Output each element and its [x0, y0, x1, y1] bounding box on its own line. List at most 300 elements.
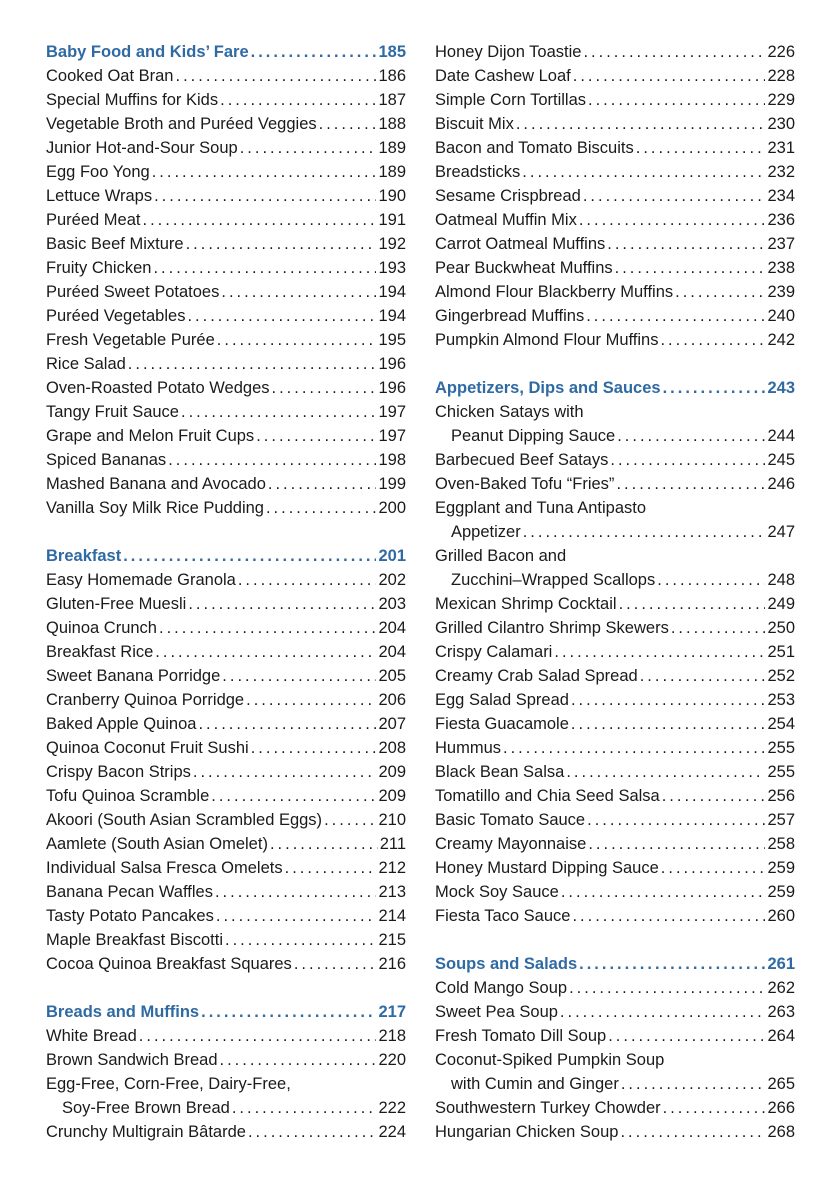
- page-number: 195: [378, 331, 406, 349]
- entry-title: Southwestern Turkey Chowder: [435, 1099, 661, 1117]
- toc-entry: [435, 448, 795, 472]
- entry-title: Grape and Melon Fruit Cups: [46, 427, 255, 445]
- dot-leader: [219, 280, 376, 304]
- toc-entry: [46, 256, 406, 280]
- page-number: 256: [767, 787, 795, 805]
- dot-leader: [220, 664, 376, 688]
- toc-entry: [46, 472, 406, 496]
- entry-title: Puréed Sweet Potatoes: [46, 283, 220, 301]
- page-number: 259: [767, 859, 795, 877]
- page-number: 264: [767, 1027, 795, 1045]
- dot-leader: [166, 448, 376, 472]
- page-number: 194: [378, 283, 406, 301]
- entry-title: Pear Buckwheat Muffins: [435, 259, 613, 277]
- entry-title: Barbecued Beef Satays: [435, 451, 609, 469]
- dot-leader: [223, 928, 376, 952]
- page-number: 222: [378, 1099, 406, 1117]
- section-spacer: [435, 352, 795, 376]
- page-number: 196: [378, 355, 406, 373]
- dot-leader: [615, 424, 765, 448]
- entry-title: Gluten-Free Muesli: [46, 595, 187, 613]
- dot-leader: [564, 760, 765, 784]
- toc-entry: [435, 160, 795, 184]
- toc-entry: [46, 568, 406, 592]
- toc-entry: [435, 1024, 795, 1048]
- entry-title: Carrot Oatmeal Muffins: [435, 235, 606, 253]
- dot-leader: [174, 64, 377, 88]
- page-number: 213: [378, 883, 406, 901]
- page-number: 192: [378, 235, 406, 253]
- page-number: 190: [378, 187, 406, 205]
- page-number: 242: [767, 331, 795, 349]
- page-number: 197: [378, 427, 406, 445]
- entry-title: Pumpkin Almond Flour Muffins: [435, 331, 659, 349]
- entry-title: Sesame Crispbread: [435, 187, 581, 205]
- dot-leader: [218, 1048, 377, 1072]
- dot-leader: [184, 232, 377, 256]
- toc-entry: [46, 304, 406, 328]
- section-title: Soups and Salads: [435, 955, 578, 973]
- section-spacer: [46, 520, 406, 544]
- entry-title: Tofu Quinoa Scramble: [46, 787, 210, 805]
- dot-leader: [581, 40, 765, 64]
- toc-entry: [435, 856, 795, 880]
- page-number: 189: [378, 139, 406, 157]
- toc-entry: [46, 448, 406, 472]
- dot-leader: [186, 592, 376, 616]
- dot-leader: [605, 232, 765, 256]
- entry-title: Oven-Roasted Potato Wedges: [46, 379, 270, 397]
- dot-leader: [249, 40, 377, 64]
- entry-title: Vanilla Soy Milk Rice Pudding: [46, 499, 264, 517]
- dot-leader: [283, 856, 377, 880]
- dot-leader: [317, 112, 377, 136]
- dot-leader: [264, 496, 377, 520]
- toc-entry: [46, 208, 406, 232]
- page-number: 199: [378, 475, 406, 493]
- toc-entry: [435, 688, 795, 712]
- toc-entry-first-line: [46, 1072, 406, 1096]
- page-number: 187: [378, 91, 406, 109]
- entry-title: Akoori (South Asian Scrambled Eggs): [46, 811, 323, 829]
- page-number: 240: [767, 307, 795, 325]
- page-number: 261: [767, 955, 795, 973]
- entry-title: Baked Apple Quinoa: [46, 715, 197, 733]
- dot-leader: [270, 376, 377, 400]
- dot-leader: [126, 352, 377, 376]
- entry-title: Fresh Tomato Dill Soup: [435, 1027, 607, 1045]
- toc-entry: [46, 184, 406, 208]
- toc-entry: [435, 64, 795, 88]
- entry-title: Spiced Bananas: [46, 451, 167, 469]
- toc-entry: [435, 280, 795, 304]
- toc-entry: [435, 568, 795, 592]
- toc-entry: [435, 712, 795, 736]
- page-number: 268: [767, 1123, 795, 1141]
- page-number: 246: [767, 475, 795, 493]
- dot-leader: [213, 880, 377, 904]
- page-number: 211: [379, 835, 406, 853]
- page-number: 214: [378, 907, 406, 925]
- entry-title: Tangy Fruit Sauce: [46, 403, 179, 421]
- dot-leader: [638, 664, 766, 688]
- dot-leader: [577, 952, 765, 976]
- entry-title: Sweet Pea Soup: [435, 1003, 558, 1021]
- section-heading: [46, 544, 406, 568]
- entry-title: Brown Sandwich Bread: [46, 1051, 218, 1069]
- toc-entry: [46, 1120, 406, 1144]
- page-number: 247: [767, 523, 795, 541]
- section-spacer: [435, 928, 795, 952]
- dot-leader: [669, 616, 766, 640]
- entry-title: Easy Homemade Granola: [46, 571, 236, 589]
- entry-title: Banana Pecan Waffles: [46, 883, 213, 901]
- toc-entry: [435, 472, 795, 496]
- dot-leader: [606, 1024, 765, 1048]
- entry-title: Cranberry Quinoa Porridge: [46, 691, 245, 709]
- dot-leader: [140, 208, 376, 232]
- dot-leader: [268, 832, 378, 856]
- dot-leader: [521, 520, 766, 544]
- toc-entry: [435, 904, 795, 928]
- toc-entry-first-line: [435, 400, 795, 424]
- entry-title: Honey Dijon Toastie: [435, 43, 582, 61]
- toc-entry-first-line: [435, 1048, 795, 1072]
- page-number: 185: [378, 43, 406, 61]
- dot-leader: [658, 328, 765, 352]
- page-number: 263: [767, 1003, 795, 1021]
- entry-title: Hummus: [435, 739, 502, 757]
- section-title: Appetizers, Dips and Sauces: [435, 379, 661, 397]
- entry-title: Zucchini–Wrapped Scallops: [451, 571, 656, 589]
- entry-title: Peanut Dipping Sauce: [451, 427, 616, 445]
- entry-title: Puréed Vegetables: [46, 307, 186, 325]
- page-number: 265: [767, 1075, 795, 1093]
- entry-title: Coconut-Spiked Pumpkin Soup: [435, 1051, 665, 1069]
- toc-entry: [435, 520, 795, 544]
- page-number: 188: [378, 115, 406, 133]
- page-number: 204: [378, 619, 406, 637]
- dot-leader: [520, 160, 765, 184]
- dot-leader: [244, 688, 376, 712]
- page-number: 191: [378, 211, 406, 229]
- entry-title: Mexican Shrimp Cocktail: [435, 595, 617, 613]
- toc-entry: [46, 64, 406, 88]
- toc-entry: [435, 184, 795, 208]
- entry-title: Mashed Banana and Avocado: [46, 475, 266, 493]
- page-number: 266: [767, 1099, 795, 1117]
- page-number: 255: [767, 763, 795, 781]
- toc-entry: [435, 88, 795, 112]
- page-number: 215: [378, 931, 406, 949]
- section-heading: [435, 376, 795, 400]
- toc-entry: [435, 232, 795, 256]
- page-number: 186: [378, 67, 406, 85]
- dot-leader: [150, 160, 377, 184]
- toc-entry: [435, 424, 795, 448]
- toc-entry: [435, 736, 795, 760]
- page-number: 253: [767, 691, 795, 709]
- entry-title: Fiesta Guacamole: [435, 715, 569, 733]
- dot-leader: [151, 256, 376, 280]
- page-number: 251: [767, 643, 795, 661]
- dot-leader: [209, 784, 376, 808]
- dot-leader: [266, 472, 377, 496]
- dot-leader: [569, 688, 766, 712]
- entry-title: Fiesta Taco Sauce: [435, 907, 571, 925]
- entry-title: Mock Soy Sauce: [435, 883, 559, 901]
- dot-leader: [501, 736, 765, 760]
- toc-entry: [46, 592, 406, 616]
- entry-title: Cold Mango Soup: [435, 979, 568, 997]
- page-number: 250: [767, 619, 795, 637]
- dot-leader: [236, 568, 377, 592]
- page-number: 232: [767, 163, 795, 181]
- entry-title: Crispy Calamari: [435, 643, 553, 661]
- toc-entry: [435, 784, 795, 808]
- entry-title: Sweet Banana Porridge: [46, 667, 221, 685]
- toc-entry: [46, 352, 406, 376]
- page-number: 200: [378, 499, 406, 517]
- toc-entry: [46, 328, 406, 352]
- toc-entry: [46, 400, 406, 424]
- page-number: 206: [378, 691, 406, 709]
- entry-title: Chicken Satays with: [435, 403, 584, 421]
- dot-leader: [322, 808, 376, 832]
- entry-title: Breakfast Rice: [46, 643, 154, 661]
- toc-entry: [435, 208, 795, 232]
- toc-entry: [435, 664, 795, 688]
- entry-title: Oven-Baked Tofu “Fries”: [435, 475, 615, 493]
- page-number: 249: [767, 595, 795, 613]
- page-number: 231: [767, 139, 795, 157]
- entry-title: Tasty Potato Pancakes: [46, 907, 214, 925]
- entry-title: Egg Salad Spread: [435, 691, 569, 709]
- page-number: 193: [378, 259, 406, 277]
- page-number: 230: [767, 115, 795, 133]
- dot-leader: [238, 136, 377, 160]
- entry-title: Crunchy Multigrain Bâtarde: [46, 1123, 246, 1141]
- dot-leader: [246, 1120, 377, 1144]
- page-number: 236: [767, 211, 795, 229]
- page-number: 198: [378, 451, 406, 469]
- entry-title: Hungarian Chicken Soup: [435, 1123, 619, 1141]
- page-number: 201: [378, 547, 406, 565]
- entry-title: Quinoa Crunch: [46, 619, 157, 637]
- page-number: 224: [378, 1123, 406, 1141]
- toc-entry: [46, 496, 406, 520]
- page-number: 248: [767, 571, 795, 589]
- toc-entry: [46, 736, 406, 760]
- dot-leader: [655, 568, 765, 592]
- entry-title: Grilled Bacon and: [435, 547, 567, 565]
- entry-title: Grilled Cilantro Shrimp Skewers: [435, 619, 669, 637]
- entry-title: Oatmeal Muffin Mix: [435, 211, 577, 229]
- toc-entry: [46, 376, 406, 400]
- toc-entry: [435, 616, 795, 640]
- toc-entry: [435, 1096, 795, 1120]
- entry-title: Lettuce Wraps: [46, 187, 153, 205]
- dot-leader: [292, 952, 377, 976]
- entry-title: Special Muffins for Kids: [46, 91, 219, 109]
- dot-leader: [191, 760, 377, 784]
- toc-entry: [46, 808, 406, 832]
- toc-entry: [435, 1000, 795, 1024]
- page-number: 252: [767, 667, 795, 685]
- entry-title: Breadsticks: [435, 163, 521, 181]
- toc-entry: [46, 784, 406, 808]
- toc-entry: [46, 1048, 406, 1072]
- toc-entry: [435, 136, 795, 160]
- entry-title: Rice Salad: [46, 355, 126, 373]
- page-number: 257: [767, 811, 795, 829]
- toc-entry: [46, 280, 406, 304]
- entry-title: Basic Tomato Sauce: [435, 811, 586, 829]
- page-number: 210: [378, 811, 406, 829]
- entry-title: Cocoa Quinoa Breakfast Squares: [46, 955, 292, 973]
- toc-entry: [435, 592, 795, 616]
- toc-entry: [46, 424, 406, 448]
- entry-title: Individual Salsa Fresca Omelets: [46, 859, 283, 877]
- dot-leader: [673, 280, 765, 304]
- page-number: 226: [767, 43, 795, 61]
- toc-entry: [435, 760, 795, 784]
- page-number: 244: [767, 427, 795, 445]
- dot-leader: [185, 304, 376, 328]
- entry-title: Egg Foo Yong: [46, 163, 150, 181]
- toc-entry: [435, 112, 795, 136]
- entry-title: Fresh Vegetable Purée: [46, 331, 215, 349]
- dot-leader: [577, 208, 766, 232]
- dot-leader: [152, 184, 376, 208]
- entry-title: Maple Breakfast Biscotti: [46, 931, 223, 949]
- toc-column-right: [435, 40, 795, 1144]
- page-number: 203: [378, 595, 406, 613]
- toc-entry: [435, 880, 795, 904]
- page-number: 217: [378, 1003, 406, 1021]
- dot-leader: [558, 1000, 766, 1024]
- toc-entry: [46, 760, 406, 784]
- entry-title: Quinoa Coconut Fruit Sushi: [46, 739, 249, 757]
- toc-entry: [435, 1072, 795, 1096]
- page-number: 196: [378, 379, 406, 397]
- toc-entry-first-line: [435, 544, 795, 568]
- toc-entry: [46, 880, 406, 904]
- page-number: 209: [378, 763, 406, 781]
- dot-leader: [571, 64, 766, 88]
- dot-leader: [157, 616, 376, 640]
- entry-title: Biscuit Mix: [435, 115, 514, 133]
- page-number: 237: [767, 235, 795, 253]
- toc-entry: [46, 664, 406, 688]
- page-number: 189: [378, 163, 406, 181]
- entry-title: Cooked Oat Bran: [46, 67, 174, 85]
- toc-entry: [435, 808, 795, 832]
- section-heading: [46, 1000, 406, 1024]
- section-spacer: [46, 976, 406, 1000]
- page-number: 220: [378, 1051, 406, 1069]
- toc-entry: [435, 256, 795, 280]
- toc-entry: [46, 616, 406, 640]
- dot-leader: [614, 472, 765, 496]
- entry-title: Bacon and Tomato Biscuits: [435, 139, 634, 157]
- page-number: 228: [767, 67, 795, 85]
- entry-title: with Cumin and Ginger: [451, 1075, 619, 1093]
- entry-title: Junior Hot-and-Sour Soup: [46, 139, 238, 157]
- page-number: 205: [378, 667, 406, 685]
- toc-entry: [46, 1096, 406, 1120]
- page-number: 202: [378, 571, 406, 589]
- dot-leader: [581, 184, 766, 208]
- page-number: 243: [767, 379, 795, 397]
- dot-leader: [570, 904, 765, 928]
- page-number: 197: [378, 403, 406, 421]
- toc-entry-first-line: [435, 496, 795, 520]
- entry-title: Aamlete (South Asian Omelet): [46, 835, 268, 853]
- entry-title: Honey Mustard Dipping Sauce: [435, 859, 659, 877]
- entry-title: Creamy Mayonnaise: [435, 835, 587, 853]
- dot-leader: [659, 856, 766, 880]
- toc-entry: [46, 688, 406, 712]
- page-number: 208: [378, 739, 406, 757]
- entry-title: Tomatillo and Chia Seed Salsa: [435, 787, 660, 805]
- toc-column-left: [46, 40, 406, 1144]
- dot-leader: [179, 400, 376, 424]
- dot-leader: [618, 1120, 765, 1144]
- section-title: Breads and Muffins: [46, 1003, 200, 1021]
- dot-leader: [619, 1072, 766, 1096]
- entry-title: Egg-Free, Corn-Free, Dairy-Free,: [46, 1075, 291, 1093]
- dot-leader: [215, 328, 377, 352]
- page-number: 204: [378, 643, 406, 661]
- toc-entry: [435, 40, 795, 64]
- dot-leader: [661, 1096, 766, 1120]
- dot-leader: [137, 1024, 377, 1048]
- section-heading: [46, 40, 406, 64]
- dot-leader: [567, 976, 765, 1000]
- dot-leader: [249, 736, 377, 760]
- dot-leader: [586, 832, 765, 856]
- entry-title: Fruity Chicken: [46, 259, 152, 277]
- entry-title: Black Bean Salsa: [435, 763, 565, 781]
- dot-leader: [584, 304, 765, 328]
- toc-entry: [46, 928, 406, 952]
- entry-title: White Bread: [46, 1027, 137, 1045]
- dot-leader: [230, 1096, 377, 1120]
- page-number: 259: [767, 883, 795, 901]
- page-number: 209: [378, 787, 406, 805]
- toc-entry: [46, 952, 406, 976]
- entry-title: Simple Corn Tortillas: [435, 91, 586, 109]
- section-title: Breakfast: [46, 547, 122, 565]
- page-number: 229: [767, 91, 795, 109]
- dot-leader: [608, 448, 765, 472]
- toc-entry: [46, 1024, 406, 1048]
- entry-title: Date Cashew Loaf: [435, 67, 571, 85]
- entry-title: Eggplant and Tuna Antipasto: [435, 499, 647, 517]
- entry-title: Almond Flour Blackberry Muffins: [435, 283, 674, 301]
- entry-title: Basic Beef Mixture: [46, 235, 184, 253]
- entry-title: Creamy Crab Salad Spread: [435, 667, 638, 685]
- toc-entry: [46, 232, 406, 256]
- toc-entry: [46, 160, 406, 184]
- dot-leader: [514, 112, 766, 136]
- dot-leader: [121, 544, 376, 568]
- entry-title: Vegetable Broth and Puréed Veggies: [46, 115, 317, 133]
- toc-entry: [435, 1120, 795, 1144]
- dot-leader: [552, 640, 765, 664]
- page-number: 234: [767, 187, 795, 205]
